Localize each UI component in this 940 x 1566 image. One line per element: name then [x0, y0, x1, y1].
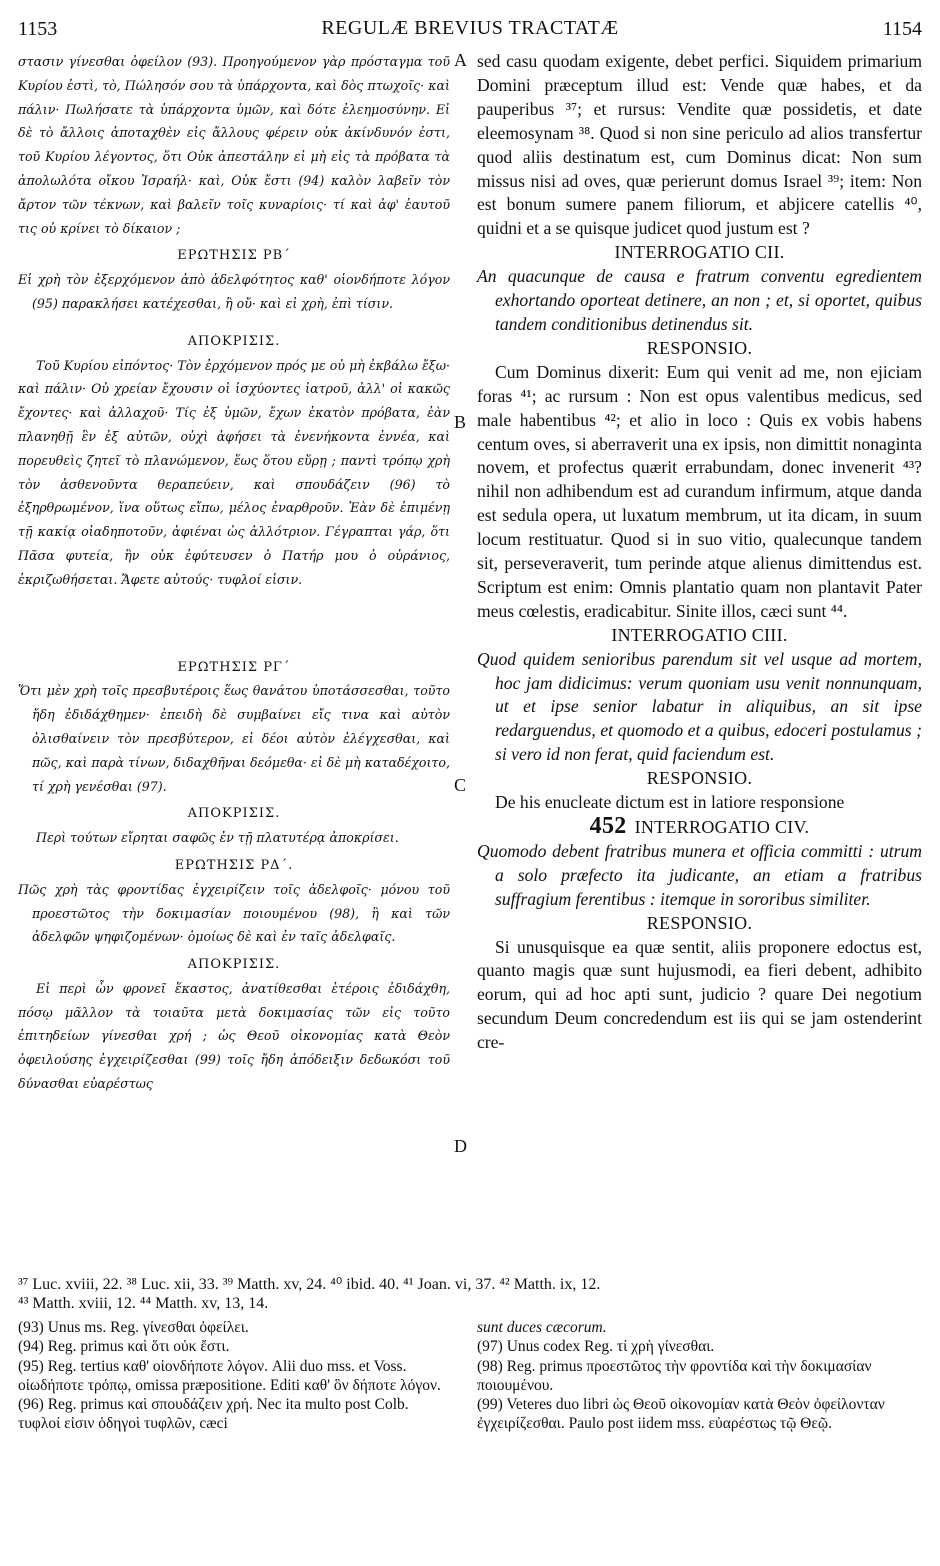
latin-question: Quod quidem senioribus parendum sit vel usque ad mortem, hoc jam didicimus: verum quoniam usu venit nonnunquam, ut et ipse senior labatur in aliquibus, an sit ipse redarguendus, et quomodo et a quibus, edoceri postulamus ; si vero id non ferat, quid faciendum est.	[477, 648, 922, 765]
section-marker-d: D	[454, 1136, 467, 1156]
latin-column	[477, 50, 922, 1055]
page-header	[18, 14, 922, 46]
footnote: (93) Unus ms. Reg. γίνεσθαι ὀφείλει.	[18, 1319, 249, 1336]
greek-heading: ΕΡΩΤΗΣΙΣ ΡΓ΄	[177, 659, 291, 675]
scripture-references	[18, 1275, 922, 1313]
latin-answer: De his enucleate dictum est in latiore responsione	[495, 792, 845, 813]
latin-question: Quomodo debent fratribus munera et officia committi : utrum a solo præfecto ita judicante, an etiam a fratribus suffragium ferentibus : itemque in sororibus similiter.	[477, 840, 922, 909]
greek-heading: ΕΡΩΤΗΣΙΣ ΡΔ΄.	[174, 857, 294, 873]
greek-heading: ΑΠΟΚΡΙΣΙΣ.	[187, 806, 281, 822]
latin-heading: RESPONSIO.	[646, 768, 753, 789]
latin-heading: RESPONSIO.	[646, 912, 753, 933]
latin-answer: Si unusquisque ea quæ sentit, aliis proponere edoctus est, quanto magis quæ sunt hujusmodi, ea fieri debent, adhibito eorum, qui ad hoc apti sunt, judicio ? quare Dei negotium secundum Deum concredendum est iis qui se jam ostenderint cre-	[477, 936, 922, 1053]
section-marker-c: C	[454, 775, 467, 795]
footnote: (99) Veteres duo libri ὡς Θεοῦ οἰκονομίαν κατὰ Θεὸν ὀφείλονταν ἐγχειρίζεσθαι. Paulo post iidem mss. εὐαρέστως τῷ Θεῷ.	[477, 1396, 885, 1433]
footnotes-left	[18, 1318, 450, 1434]
greek-heading: ΑΠΟΚΡΙΣΙΣ.	[187, 957, 281, 973]
footnote: (95) Reg. tertius καθ' οἱονδήποτε λόγον. Alii duo mss. et Voss. οἱωδήποτε τρόπῳ, omissa præpositione. Editi καθ' ὃν δήποτε λόγον.	[18, 1357, 441, 1394]
greek-question: Ὅτι μὲν χρὴ τοῖς πρεσβυτέροις ἕως θανάτου ὑποτάσσεσθαι, τοῦτο ἤδη ἐδιδάχθημεν· ἐπειδὴ δὲ συμβαίνει εἴς τινα καὶ αὐτὸν ὀλισθαίνειν τὸν πρεσβύτερον, εἰ δέοι αὐτὸν ἐλέγχεσθαι, καὶ πῶς, καὶ παρὰ τίνων, διδαχθῆναι δεόμεθα· εἰ δὲ μὴ καταδέχοιτο, τί χρὴ γενέσθαι (97).	[18, 683, 450, 794]
latin-answer: Cum Dominus dixerit: Eum qui venit ad me, non ejiciam foras ⁴¹; ac rursum : Non est opus valentibus medicus, sed male habentibus ⁴²; et alio in loco : Quis ex vobis habens centum oves, si aberraverit una ex ipsis, non dimittit nonaginta novem, et profectus quærit errabundam, donec invenerit ⁴³? nihil non adhibendum est ad curandum infirmum, atque danda est sedula opera, ut luxatum membrum, ut ita dicam, in suum locum restituatur. Quod si in suo vitio, qualecunque tandem sit, perseveraverit, tum perinde atque alienus dimittendus est. Scriptum est enim: Omnis plantatio quam non plantavit Pater meus cœlestis, eradicabitur. Sinite illos, cæci sunt ⁴⁴.	[477, 361, 922, 621]
reference-line: ⁴³ Matth. xviii, 12. ⁴⁴ Matth. xv, 13, 14.	[18, 1295, 269, 1312]
reference-line: ³⁷ Luc. xviii, 22. ³⁸ Luc. xii, 33. ³⁹ Matth. xv, 24. ⁴⁰ ibid. 40. ⁴¹ Joan. vi, 37. ⁴² Matth. ix, 12.	[18, 1276, 601, 1293]
latin-question: An quacunque de causa e fratrum conventu egredientem exhortando oporteat detinere, an non ; et, si oportet, quibus tandem conditionibus detinendus sit.	[477, 266, 922, 334]
greek-column	[18, 50, 450, 1096]
greek-paragraph: στασιν γίνεσθαι ὀφείλον (93). Προηγούμενον γὰρ πρόσταγμα τοῦ Κυρίου ἐστὶ, τὸ, Πώλησόν σου τὰ ὑπάρχοντα, καὶ δὸς πτωχοῖς· καὶ πάλιν· Πωλήσατε τὰ ὑπάρχοντα ὑμῶν, καὶ δότε ἐλεημοσύνην. Εἰ δὲ τὸ ἄλλοις ἀποταχθὲν εἰς ἄλλους φέρειν οὐκ ἀκίνδυνόν ἐστι, τοῦ Κυρίου λέγοντος, ὅτι Οὐκ ἀπεστάλην εἰ μὴ εἰς τὰ πρόβατα τὰ ἀπολωλότα οἴκου Ἰσραήλ· καὶ, Οὐκ ἔστι (94) καλὸν λαβεῖν τὸν ἄρτον τῶν τέκνων, καὶ βαλεῖν τοῖς κυναρίοις· τί καὶ ἀφ' ἑαυτοῦ τις οὐ κρίνει τὸ δίκαιον ;	[18, 54, 450, 236]
page-number-right: 1154	[882, 18, 922, 40]
latin-heading: RESPONSIO.	[646, 337, 753, 358]
section-marker-b: B	[454, 412, 467, 432]
greek-heading: ΑΠΟΚΡΙΣΙΣ.	[187, 333, 281, 349]
greek-question: Εἰ χρὴ τὸν ἐξερχόμενον ἀπὸ ἀδελφότητος καθ' οἱονδήποτε λόγον (95) παρακλήσει κατέχεσθαι, ἢ οὔ· καὶ εἰ χρὴ, ἐπὶ τίσιν.	[18, 272, 450, 311]
greek-spacer	[18, 592, 450, 652]
latin-heading: INTERROGATIO CIV.	[634, 817, 810, 837]
footnotes-right	[477, 1318, 922, 1434]
latin-paragraph: sed casu quodam exigente, debet perfici. Siquidem primarium Domini præceptum illud est: Vende quæ habes, et da pauperibus ³⁷; et rursus: Vendite quæ possidetis, et date eleemosynam ³⁸. Quod si non sine periculo ad alios transfertur quod aliis destinatum est, cum Dominus dicat: Non sum missus nisi ad oves, quæ perierunt domus Israel ³⁹; item: Non est bonum sumere panem filiorum, et abjicere catellis ⁴⁰, quidni et a se quisque judicet quod justum est ?	[477, 51, 922, 239]
section-marker-a: A	[454, 50, 467, 70]
footnote: (98) Reg. primus προεστῶτος τὴν φροντίδα καὶ τὴν δοκιμασίαν ποιουμένου.	[477, 1357, 872, 1394]
footnote: (94) Reg. primus καὶ ὅτι οὐκ ἔστι.	[18, 1338, 230, 1356]
greek-answer: Περὶ τούτων εἴρηται σαφῶς ἐν τῇ πλατυτέρᾳ ἀποκρίσει.	[36, 830, 399, 846]
column-number: 452	[589, 813, 627, 839]
page-number-left: 1153	[18, 18, 58, 40]
greek-heading: ΕΡΩΤΗΣΙΣ ΡΒ΄	[177, 248, 291, 264]
greek-answer: Τοῦ Κυρίου εἰπόντος· Τὸν ἐρχόμενον πρός με οὐ μὴ ἐκβάλω ἔξω· καὶ πάλιν· Οὐ χρείαν ἔχουσιν οἱ ἰσχύοντες ἰατροῦ, ἀλλ' οἱ κακῶς ἔχοντες· καὶ ἀλλαχοῦ· Τίς ἐξ ὑμῶν, ἔχων ἑκατὸν πρόβατα, ἐὰν πλανηθῇ ἓν ἐξ αὐτῶν, οὐχὶ ἀφήσει τὰ ἐνενήκοντα ἐννέα, καὶ πορευθεὶς ζητεῖ τὸ πλανώμενον, ἕως ὅτου εὕρῃ ; παντὶ τρόπῳ χρὴ τὸν ἀσθενοῦντα θεραπεύειν, καὶ σπουδάζειν (96) τὸ ἐξηρθρωμένον, ἵνα οὕτως εἴπω, μέλος ἐναρθροῦν. Ἐὰν δὲ ἐπιμένῃ τῇ κακίᾳ οἱαδηποτοῦν, ἀφιέναι ὡς ἀλλότριον. Γέγραπται γάρ, ὅτι Πᾶσα φυτεία, ἣν οὐκ ἐφύτευσεν ὁ Πατήρ μου ὁ οὐράνιος, ἐκριζωθήσεται. Ἄφετε αὐτούς· τυφλοί εἰσιν.	[18, 357, 450, 587]
greek-answer: Εἰ περὶ ὧν φρονεῖ ἕκαστος, ἀνατίθεσθαι ἑτέροις ἐδιδάχθη, πόσῳ μᾶλλον τὰ τοιαῦτα μετὰ δοκιμασίας τῶν εἰς τοῦτο ἐπιτηδείων γίνεσθαι χρή ; ὡς Θεοῦ οἰκονομίας κατὰ Θεὸν ὀφειλούσης ἐγχειρίζεσθαι (99) τοῖς ἤδη ἀπόδειξιν δεδωκόσι τοῦ δύνασθαι εὐαρέστως	[18, 980, 450, 1092]
footnote: sunt duces cæcorum.	[477, 1319, 607, 1336]
running-title: REGULÆ BREVIUS TRACTATÆ	[321, 17, 619, 39]
latin-heading: INTERROGATIO CIII.	[611, 624, 788, 645]
footnote: (97) Unus codex Reg. τί χρὴ γίνεσθαι.	[477, 1338, 715, 1356]
greek-question: Πῶς χρὴ τὰς φροντίδας ἐγχειρίζειν τοῖς ἀδελφοῖς· μόνου τοῦ προεστῶτος τὴν δοκιμασίαν ποιουμένου (98), ἢ καὶ τῶν ἀδελφῶν ψηφιζομένων· ὁμοίως δὲ καὶ ἐν ταῖς ἀδελφαῖς.	[18, 881, 450, 945]
footnote: (96) Reg. primus καὶ σπουδάζειν χρή. Nec ita multo post Colb. τυφλοί εἰσιν ὁδηγοὶ τυφλῶν, cæci	[18, 1396, 409, 1433]
latin-heading-row	[477, 815, 922, 840]
latin-heading: INTERROGATIO CII.	[614, 242, 785, 263]
